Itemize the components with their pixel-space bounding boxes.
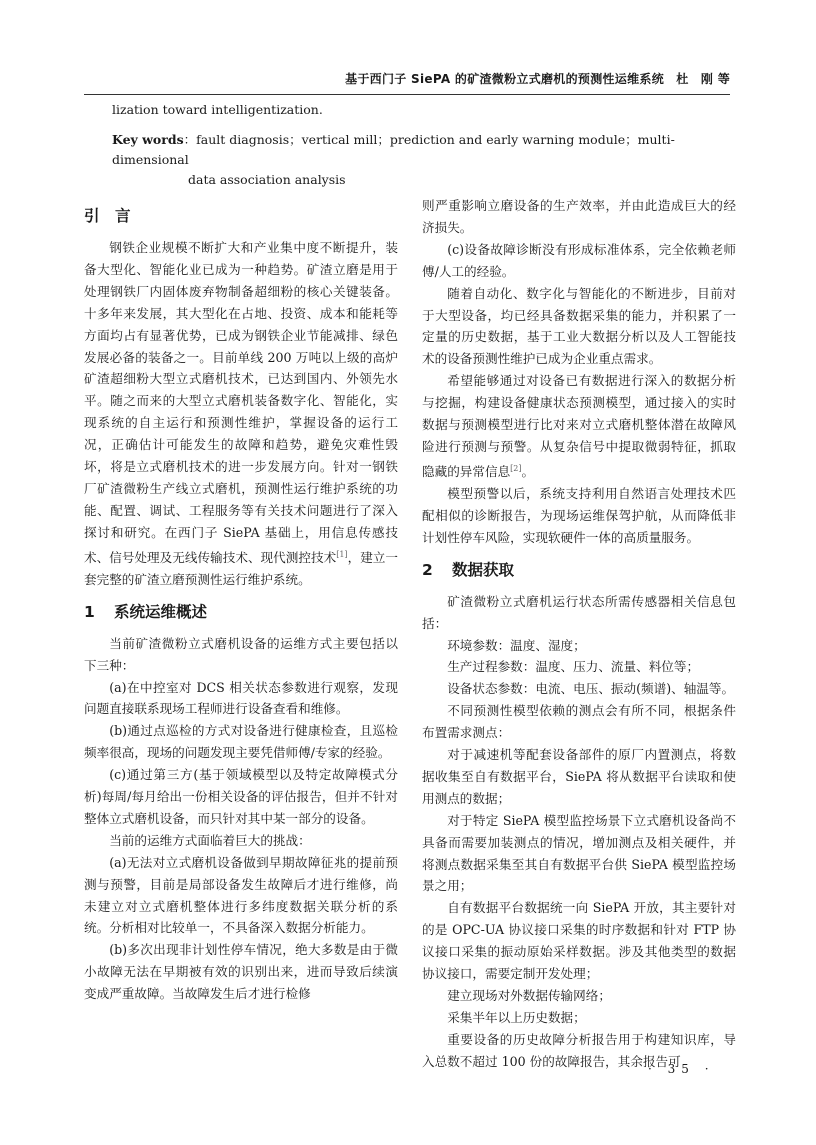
citation-1[interactable]: [1]	[336, 549, 348, 559]
keywords-sep: ：	[183, 132, 197, 147]
section-heading-2	[422, 557, 736, 583]
keywords-block	[112, 130, 724, 190]
section-number-1: 1	[84, 602, 95, 621]
list-item: (b)多次出现非计划性停车情况，绝大多数是由于微小故障无法在早期被有效的识别出来，进而导致后续演变成严重故障。当故障发生后才进行检修	[84, 942, 398, 1002]
paragraph: 自有数据平台数据统一向 SiePA 开放，其主要针对的是 OPC-UA 协议接口采集的时序数据和针对 FTP 协议接口采集的振动原始采样数据。涉及其他类型的数据协议接口，需要定制开发处理；	[422, 900, 736, 982]
section-title-1: 系统运维概述	[114, 602, 208, 621]
paragraph-text: 希望能够通过对设备已有数据进行深入的数据分析与挖掘，构建设备健康状态预测模型，通过接入的实时数据与预测模型进行比对来对立式磨机整体潜在故障风险进行预测与预警。从复杂信号中提取微弱特征，抓取隐藏的异常信息	[422, 373, 736, 480]
list-item: (a)无法对立式磨机设备做到早期故障征兆的提前预测与预警，目前是局部设备发生故障后才进行维修，尚未建立对立式磨机整体进行多纬度数据关联分析的系统。分析相对比较单一，不具备深入数据分析能力。	[84, 854, 398, 936]
section-heading-intro	[84, 203, 398, 229]
list-item: (c)设备故障诊断没有形成标准体系，完全依赖老师傅/人工的经验。	[422, 241, 736, 279]
left-column	[84, 195, 398, 1005]
paragraph: 随着自动化、数字化与智能化的不断进步，目前对于大型设备，均已经具备数据采集的能力，并积累了一定量的历史数据，基于工业大数据分析以及人工智能技术的设备预测性维护已成为企业重点需求。	[422, 285, 736, 367]
section-title-intro: 引 言	[84, 207, 131, 225]
list-item: 环境参数：温度、湿度；	[447, 637, 586, 653]
keywords-line1: fault diagnosis；vertical mill；prediction and early warning module；multi-dimensional	[112, 132, 675, 167]
paragraph: 模型预警以后，系统支持利用自然语言处理技术匹配相似的诊断报告，为现场运维保驾护航，从而降低非计划性停车风险，实现软硬件一体的高质量服务。	[422, 485, 736, 545]
paragraph-continued: 则严重影响立磨设备的生产效率，并由此造成巨大的经济损失。	[422, 198, 736, 235]
intro-text: 钢铁企业规模不断扩大和产业集中度不断提升，装备大型化、智能化业已成为一种趋势。矿渣立磨是用于处理钢铁厂内固体废弃物制备超细粉的核心关键装备。十多年来发展，其大型化在占地、投资、成本和能耗等方面均占有显著优势，已成为钢铁企业节能减排、绿色发展必备的装备之一。目前单线 200 万吨以上级的高炉矿渣超细粉大型立式磨机技术，已达到国内、外领先水平。随之而来的大型立式磨机装备数字化、智能化，实现系统的自主运行和预测性维护，掌握设备的运行工况，正确估计可能发生的故障和趋势，避免灾难性毁坏，将是立式磨机技术的进一步发展方向。针对一钢铁厂矿渣微粉生产线立式磨机，预测性运行维护系统的功能、配置、调试、工程服务等有关技术问题进行了深入探讨和研究。在西门子 SiePA 基础上，用信息传感技术、信号处理及无线传输技术、现代测控技术	[84, 240, 398, 565]
list-item: 建立现场对外数据传输网络；	[447, 988, 611, 1003]
list-item: (a)在中控室对 DCS 相关状态参数进行观察，发现问题直接联系现场工程师进行设备查看和维修。	[84, 679, 398, 717]
citation-2[interactable]: [2]	[510, 463, 522, 473]
abstract-tail: lization toward intelligentization.	[112, 102, 323, 117]
paragraph: 对于特定 SiePA 模型监控场景下立式磨机设备尚不具备而需要加装测点的情况，增加测点及相关硬件，并将测点数据采集至其自有数据平台供 SiePA 模型监控场景之用；	[422, 812, 736, 894]
running-header: 基于西门子 SiePA 的矿渣微粉立式磨机的预测性运维系统 杜 刚 等	[345, 72, 730, 86]
paragraph: 当前矿渣微粉立式磨机设备的运维方式主要包括以下三种：	[84, 635, 398, 673]
paragraph	[422, 370, 736, 483]
keywords-line2: data association analysis	[188, 172, 346, 187]
list-item: (b)通过点巡检的方式对设备进行健康检查，且巡检频率很高，现场的问题发现主要凭借师傅/专家的经验。	[84, 723, 398, 761]
right-column	[422, 195, 736, 1073]
paragraph: 不同预测性模型依赖的测点会有所不同，根据条件布置需求测点：	[422, 703, 736, 741]
header-rule	[84, 94, 730, 95]
section-number-2: 2	[422, 560, 433, 579]
list-item: 采集半年以上历史数据；	[447, 1009, 586, 1025]
intro-paragraph	[84, 237, 398, 591]
section-heading-1	[84, 599, 398, 625]
list-item: 设备状态参数：电流、电压、振动(频谱)、轴温等。	[447, 681, 735, 697]
intro-text-end: ，建立一套完整的矿渣立磨预测性运行维护系统。	[84, 549, 399, 587]
keywords-label: Key words	[112, 132, 184, 147]
paragraph: 对于减速机等配套设备部件的原厂内置测点，将数据收集至自有数据平台，SiePA 将从数据平台读取和使用测点的数据；	[422, 747, 736, 806]
section-title-2: 数据获取	[452, 560, 515, 579]
list-item: (c)通过第三方(基于领域模型以及特定故障模式分析)每周/每月给出一份相关设备的评估报告，但并不针对整体立式磨机设备，而只针对其中某一部分的设备。	[84, 767, 398, 826]
paragraph: 矿渣微粉立式磨机运行状态所需传感器相关信息包括：	[422, 593, 736, 631]
list-item: 生产过程参数：温度、压力、流量、料位等；	[447, 659, 700, 675]
page-number: · 35 ·	[648, 1062, 715, 1076]
paragraph: 当前的运维方式面临着巨大的挑战：	[109, 832, 311, 848]
paragraph-text-end: 。	[521, 464, 535, 480]
paragraph: 重要设备的历史故障分析报告用于构建知识库，导入总数不超过 100 份的故障报告，其余报告可	[422, 1031, 736, 1069]
